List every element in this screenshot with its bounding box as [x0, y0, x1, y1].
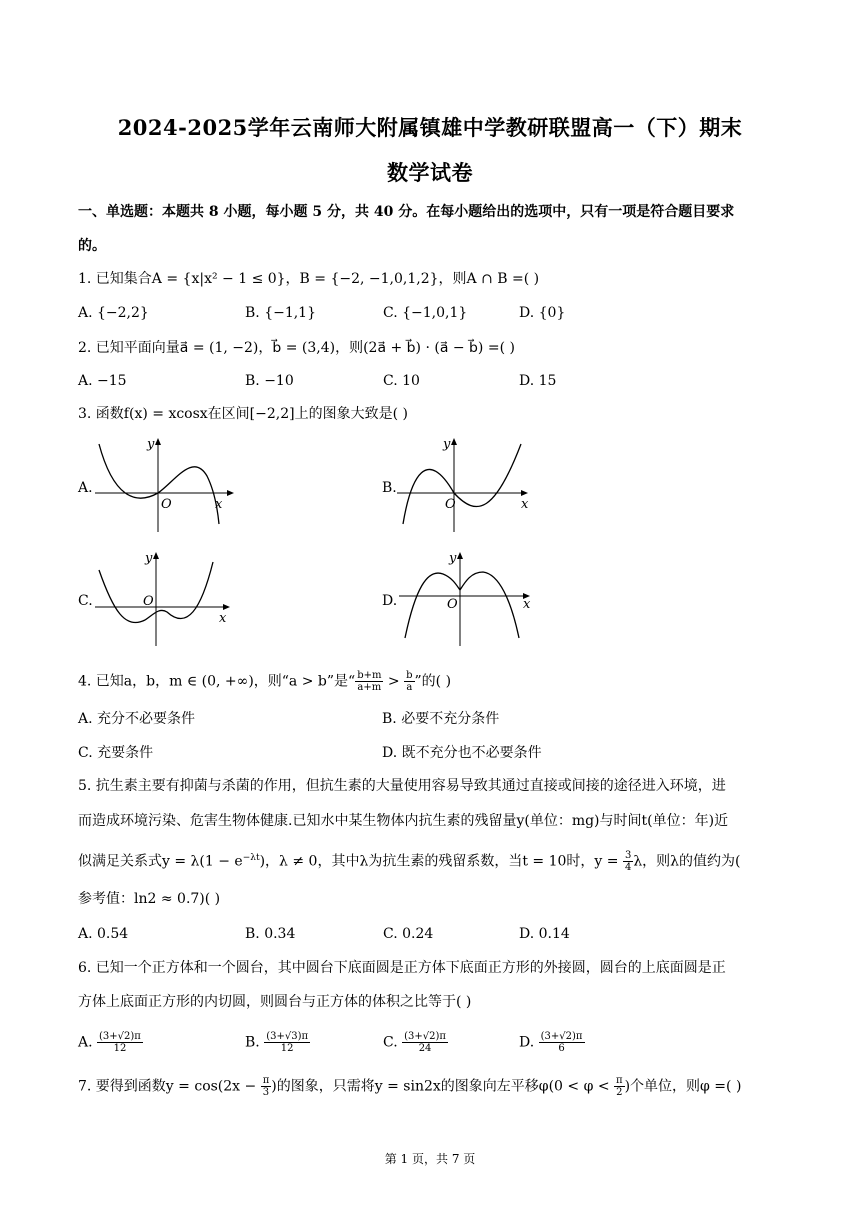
q1-option-a: A. {−2,2}: [78, 305, 149, 321]
question-6-line2: 方体上底面正方形的内切圆，则圆台与正方体的体积之比等于( ): [78, 994, 472, 1010]
q3-graph-b: [397, 436, 537, 532]
q7-fraction-2: [614, 1075, 625, 1098]
q7-frac1-den: 3: [262, 1087, 270, 1098]
q7-fraction-1: [261, 1075, 272, 1098]
q3-graph-c: [95, 550, 235, 646]
origin-label: O: [447, 597, 458, 612]
question-6-line1: 6. 已知一个正方体和一个圆台，其中圆台下底面圆是正方体下底面正方形的外接圆，圆台的上底面圆是正: [78, 960, 726, 976]
q6-d-num: (3+√2)π: [540, 1031, 583, 1042]
q6-b-num: (3+√3)π: [266, 1031, 309, 1042]
q6-option-a: [78, 1031, 143, 1054]
axis-x-label: x: [219, 611, 227, 626]
q7-stem-c: )个单位，则φ =( ): [624, 1078, 742, 1095]
q5-option-d: D. 0.14: [519, 926, 570, 942]
q2-option-b: B. −10: [245, 373, 294, 389]
q6-option-a-frac: [97, 1031, 143, 1054]
axis-y-label: y: [145, 551, 153, 566]
section-heading: 一、单选题：本题共 8 小题，每小题 5 分，共 40 分。在每小题给出的选项中，只有一项是符合题目要求: [78, 204, 735, 220]
q5-exponent: −λt: [242, 853, 260, 863]
axis-x-label: x: [523, 597, 531, 612]
q6-option-d: [519, 1031, 585, 1054]
q5-option-a: A. 0.54: [78, 926, 129, 942]
q1-option-d: D. {0}: [519, 305, 566, 321]
q2-option-a: A. −15: [78, 373, 127, 389]
section-heading-cont: 的。: [78, 238, 106, 254]
q5-frac-den: 4: [624, 862, 632, 874]
q4-gt: >: [387, 673, 400, 690]
q3-option-a-label: A.: [78, 480, 93, 496]
q6-option-c-label: C.: [383, 1034, 398, 1051]
q3-option-c-label: C.: [78, 593, 93, 609]
axis-y-label: y: [443, 437, 451, 452]
q1-option-c: C. {−1,0,1}: [383, 305, 468, 321]
q3-graph-d: [399, 550, 539, 646]
q4-fraction-1: [355, 670, 383, 693]
q6-c-num: (3+√2)π: [404, 1031, 446, 1042]
q4-stem-a: 4. 已知a，b，m ∈ (0, +∞)，则“a > b”是“: [78, 673, 356, 690]
q2-option-d: D. 15: [519, 373, 557, 389]
axis-x-label: x: [215, 497, 223, 512]
axis-y-label: y: [147, 437, 155, 452]
q4-frac2-num: b: [406, 670, 413, 681]
q4-option-d: D. 既不充分也不必要条件: [382, 745, 542, 761]
question-7-stem: [78, 1075, 741, 1098]
q6-c-den: 24: [418, 1043, 432, 1054]
question-5-line1: 5. 抗生素主要有抑菌与杀菌的作用，但抗生素的大量使用容易导致其通过直接或间接的途径进入环境，进: [78, 778, 726, 794]
q5-option-b: B. 0.34: [245, 926, 296, 942]
q4-option-c: C. 充要条件: [78, 745, 154, 761]
page-footer: 第 1 页，共 7 页: [384, 1152, 476, 1166]
q6-b-den: 12: [280, 1043, 294, 1054]
q6-option-a-label: A.: [78, 1034, 93, 1051]
q5-fraction: [623, 850, 633, 873]
q6-d-den: 6: [558, 1043, 565, 1054]
question-5-line2: 而造成环境污染、危害生物体健康.已知水中某生物体内抗生素的残留量y(单位：mg)与时间t(单位：年)近: [78, 813, 729, 829]
q7-frac1-num: π: [262, 1075, 270, 1086]
q7-stem-a: 7. 要得到函数y = cos(2x −: [78, 1078, 261, 1095]
axis-y-label: y: [449, 551, 457, 566]
origin-label: O: [161, 497, 172, 512]
q6-option-d-label: D.: [519, 1034, 535, 1051]
q7-frac2-den: 2: [616, 1087, 623, 1098]
question-3-stem: 3. 函数f(x) = xcosx在区间[−2,2]上的图象大致是( ): [78, 406, 408, 422]
q5-line3-c: λ，则λ的值约为(: [633, 853, 741, 870]
q5-option-c: C. 0.24: [383, 926, 434, 942]
q4-fraction-2: [404, 670, 414, 693]
q3-option-d-label: D.: [382, 593, 398, 609]
q6-option-c-frac: [402, 1031, 448, 1054]
q4-option-b: B. 必要不充分条件: [382, 711, 500, 727]
origin-label: O: [143, 594, 154, 609]
question-1-stem: 1. 已知集合A = {x|x² − 1 ≤ 0}，B = {−2, −1,0,1,2}，则A ∩ B =( ): [78, 271, 540, 287]
question-4-stem: [78, 670, 451, 693]
q7-frac2-num: π: [616, 1075, 623, 1086]
q6-option-d-frac: [539, 1031, 585, 1054]
q5-frac-num: 3: [624, 850, 632, 862]
q1-option-b: B. {−1,1}: [245, 305, 316, 321]
question-5-line4: 参考值：ln2 ≈ 0.7)( ): [78, 891, 221, 907]
q6-a-num: (3+√2)π: [99, 1031, 141, 1042]
q4-option-a: A. 充分不必要条件: [78, 711, 196, 727]
q6-option-b-label: B.: [245, 1034, 260, 1051]
axis-x-label: x: [521, 497, 529, 512]
q3-option-b-label: B.: [382, 480, 397, 496]
q5-line3-a: 似满足关系式y = λ(1 − e: [78, 853, 243, 870]
exam-title-line2: 数学试卷: [387, 160, 473, 185]
question-5-line3: [78, 849, 741, 873]
exam-title-line1: 2024-2025学年云南师大附属镇雄中学教研联盟高一（下）期末: [117, 115, 743, 140]
origin-label: O: [445, 497, 456, 512]
q6-option-b-frac: [264, 1031, 310, 1054]
q7-stem-b: )的图象，只需将y = sin2x的图象向左平移φ(0 < φ <: [271, 1078, 615, 1095]
q6-a-den: 12: [113, 1043, 127, 1054]
q4-frac2-den: a: [406, 682, 413, 693]
q4-frac1-den: a+m: [357, 682, 382, 693]
q2-option-c: C. 10: [383, 373, 420, 389]
q6-option-c: [383, 1031, 448, 1054]
q5-line3-b: )，λ ≠ 0，其中λ为抗生素的残留系数，当t = 10时，y =: [259, 853, 623, 870]
question-2-stem: 2. 已知平面向量a⃗ = (1, −2)，b⃗ = (3,4)，则(2a⃗ + b⃗) · (a⃗ − b⃗) =( ): [78, 340, 515, 356]
q3-graph-a: [95, 436, 235, 532]
q4-stem-b: ”的( ): [414, 673, 452, 690]
q6-option-b: [245, 1031, 310, 1054]
q4-frac1-num: b+m: [357, 670, 382, 681]
